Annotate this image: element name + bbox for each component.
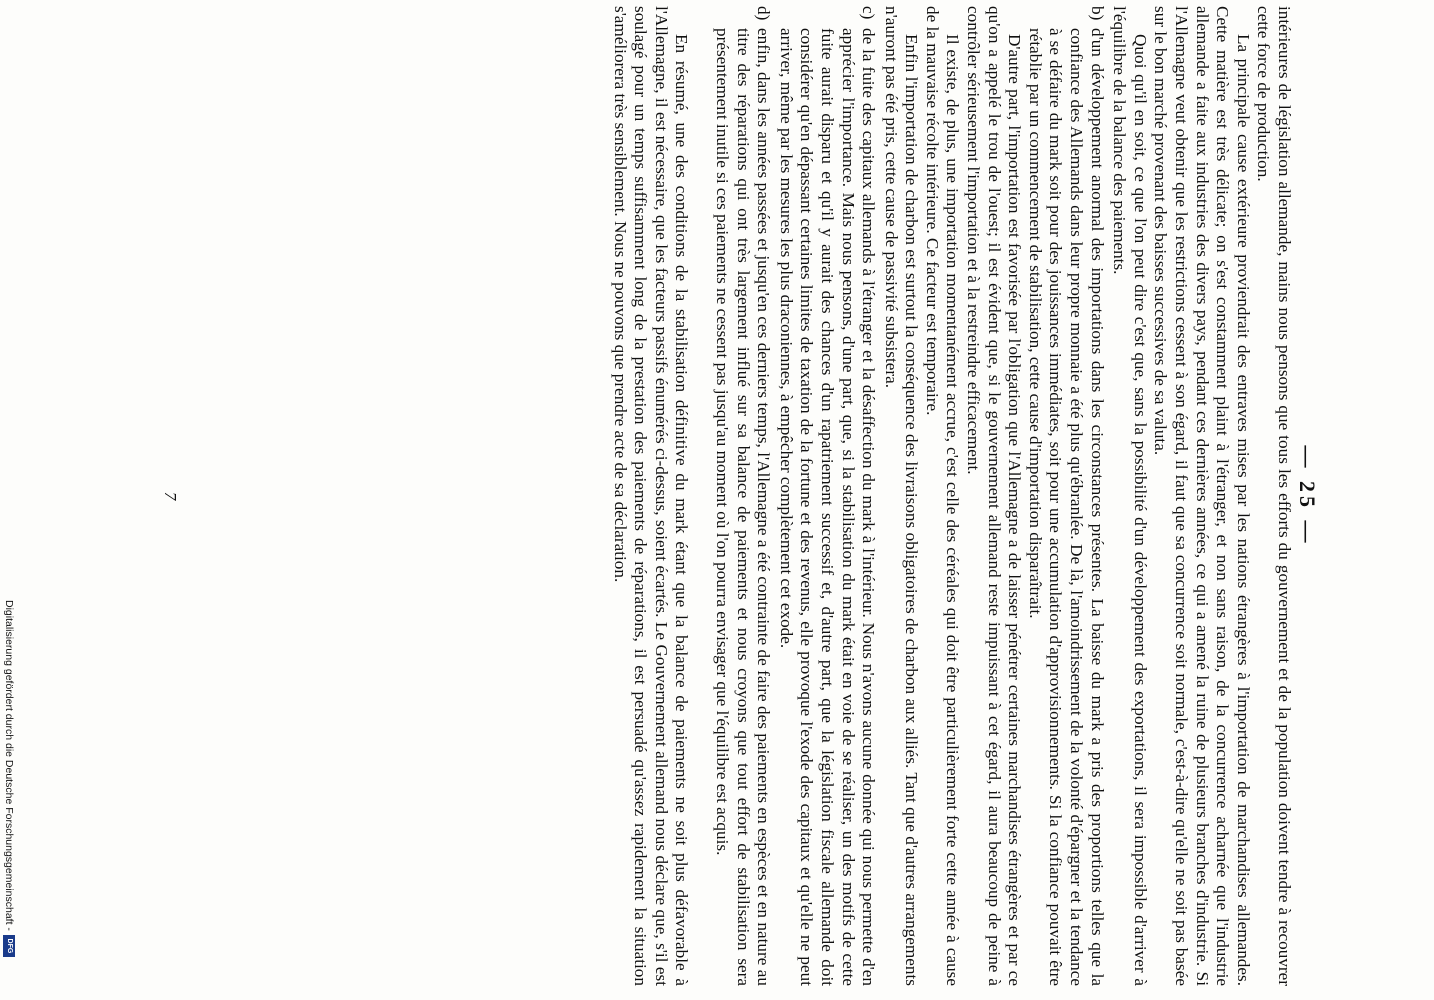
digitization-credit [0, 600, 18, 1000]
list-text: d'un développement anormal des importations dans les circonstances présentes. La baisse du mark a pris des proportions telles que la confiance des Allemands dans leur propre monnaie a été plus qu'ébranlée. De là, l'amoindrissement de la volonté d'épargner et la tendance à se défaire du mark soit pour des jouissances immédiates, soit pour une accumulation d'approvisionnements. Si la confiance pouvait être rétablie par un commencement de stabilisation, cette cause d'importation disparaîtrait. [1025, 28, 1107, 986]
list-label: b) [1087, 6, 1107, 21]
paragraph: Quoi qu'il en soit, ce que l'on peut dire c'est que, sans la possibilité d'un développement des exportations, il sera impossible d'arriver à l'équilibre de la balance des paiements. [1110, 6, 1150, 986]
paragraph: La principale cause extérieure proviendrait des entraves mises par les nations étrangères à l'importation de marchandises allemandes. Cette matière est très délicate; on s'est constamment plaint à l'étranger, et non sans raison, de la concurrence acharnée que l'industrie allemande a faite aux industries des divers pays, pendant ces dernières années, ce qui a amené la ruine de plusieurs branches d'industrie. Si l'Allemagne veut obtenir que les restrictions cessent à son égard, il faut que sa concurrence soit normale, c'est-à-dire qu'elle ne soit pas basée sur le bon marché provenant des baisses successives de sa valuta. [1151, 6, 1253, 986]
paragraph: Il existe, de plus, une importation momentanément accrue, c'est celle des céréales qui doit être particulièrement forte cette année à cause de la mauvaise récolte intérieure. Ce facteur est temporaire. [922, 6, 963, 986]
paragraph: intérieures de législation allemande, mains nous pensons que tous les efforts du gouvernement et de la population doivent tendre à recouvrer cette force de production. [1254, 6, 1294, 986]
list-text: de la fuite des capitaux allemands à l'étranger et la désaffection du mark à l'intérieur. Nous n'avons aucune donnée qui nous permette d'en apprécier l'importance. Mais nous pensons, d'une part, que, si la stabilisation du mark était en voie de se réaliser, un des motifs de cette fuite aurait disparu et qu'il y aurait des chances d'un rapatriement successif et, d'autre part, que la législation fiscale allemande doit considérer qu'en dépassant certaines limites de taxation de la fortune et des revenus, elle provoque l'exode des capitaux et qu'elle ne peut arriver, même par les mesures les plus draconiennes, à empêcher complètement cet exode. [776, 28, 879, 986]
list-item-d [711, 6, 773, 986]
rotated-text-block [130, 6, 1320, 986]
page-number: — 25 — [1295, 445, 1320, 547]
page-body [609, 6, 1294, 986]
list-label: d) [754, 6, 774, 21]
list-item-c [775, 6, 878, 986]
credit-text: Digitalisierung gefördert durch die Deutsche Forschungsgemeinschaft - [3, 600, 15, 931]
list-label: c) [859, 6, 879, 20]
paragraph: D'autre part, l'importation est favorisée par l'obligation que l'Allemagne a de laisser pénétrer certaines marchandises étrangères et par ce qu'on a appelé le trou de l'ouest; il est évident que, si le gouvernement allemand reste impuissant à cet égard, il aura beaucoup de peine à contrôler sérieusement l'importation et à la restreindre efficacement. [964, 6, 1025, 986]
footer-signature: 7 [161, 491, 180, 501]
paragraph: En résumé, une des conditions de la stabilisation définitive du mark étant que la balance de paiements ne soit plus défavorable à l'Allemagne, il est nécessaire, que les facteurs passifs énumérés ci-dessus, soient écartés. Le Gouvernement allemand nous déclare que, s'il est soulagé pour un temps suffisamment long de la prestation des paiements de réparations, il est persuadé qu'assez rapidement la situation s'améliorera très sensiblement. Nous ne pouvons que prendre acte de sa déclaration. [610, 6, 692, 986]
paragraph: Enfin l'importation de charbon est surtout la conséquence des livraisons obligatoires de charbon aux alliés. Tant que d'autres arrangements n'auront pas été pris, cette cause de passivité subsistera. [881, 6, 922, 986]
list-text: enfin, dans les années passées et jusqu'en ces derniers temps, l'Allemagne a été contrainte de faire des paiements en espèces et en nature au titre des réparations qui ont très largement influé sur sa balance de paiements et nous croyons que tout effort de stabilisation sera présentement inutile si ces paiements ne cessent pas jusqu'au moment où l'on pourra envisager que l'équilibre est acquis. [712, 28, 774, 986]
dfg-logo-icon: DFG [3, 935, 15, 957]
list-item-b [1024, 6, 1106, 986]
